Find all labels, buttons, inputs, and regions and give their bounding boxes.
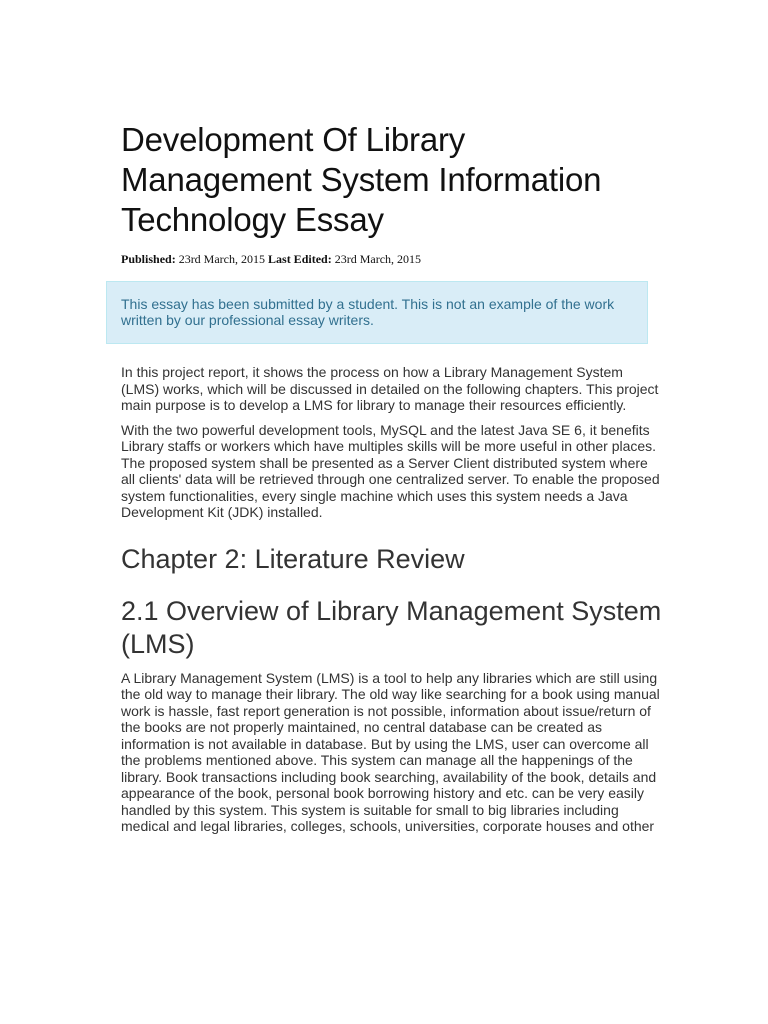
- last-edited-label: Last Edited:: [268, 252, 332, 266]
- section-paragraph: A Library Management System (LMS) is a tool to help any libraries which are still using the old way to manage their library. The old way like searching for a book using manual work is hassle, fast report generation is not possible, information about issue/return of the books are not properly maintained, no central database can be created as information is not available in database. But by using the LMS, user can overcome all the problems mentioned above. This system can manage all the happenings of the library. Book transactions including book searching, availability of the book, details and appearance of the book, personal book borrowing history and etc. can be very easily handled by this system. This system is suitable for small to big libraries including medical and legal libraries, colleges, schools, universities, corporate houses and other: [121, 669, 660, 834]
- intro-paragraph-1: In this project report, it shows the process on how a Library Management System (LMS) works, which will be discussed in detailed on the following chapters. This project main purpose is to develop a LMS for library to manage their resources efficiently.: [121, 364, 659, 413]
- document-page: [121, 120, 663, 835]
- page-title: Development Of Library Management System Information Technology Essay: [121, 121, 602, 238]
- published-label: Published:: [121, 252, 176, 266]
- publication-meta: [121, 251, 663, 267]
- student-essay-notice: This essay has been submitted by a student. This is not an example of the work written by our professional essay writers.: [106, 281, 648, 344]
- published-date: 23rd March, 2015: [178, 252, 266, 266]
- last-edited-date: 23rd March, 2015: [334, 252, 422, 266]
- section-heading: 2.1 Overview of Library Management System (LMS): [121, 595, 662, 659]
- chapter-heading: Chapter 2: Literature Review: [121, 543, 465, 574]
- intro-paragraph-2: With the two powerful development tools, MySQL and the latest Java SE 6, it benefits Library staffs or workers which have multiples skills will be more useful in other places. The proposed system shall be presented as a Server Client distributed system where all clients' data will be retrieved through one centralized server. To enable the proposed system functionalities, every single machine which uses this system needs a Java Development Kit (JDK) installed.: [121, 421, 660, 520]
